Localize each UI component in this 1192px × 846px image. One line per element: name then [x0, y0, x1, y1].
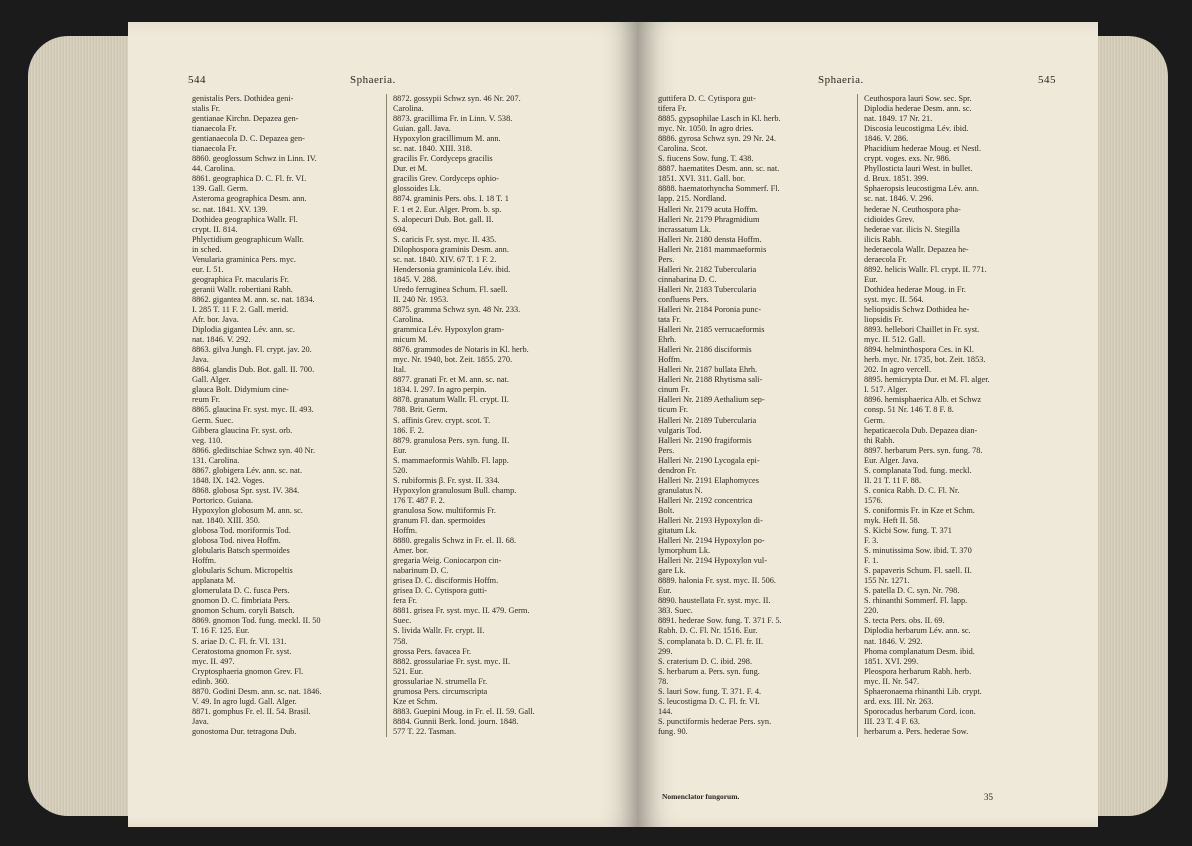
text-line: 8877. granati Fr. et M. ann. sc. nat.	[393, 375, 509, 385]
text-line: Halleri Nr. 2185 verrucaeformis	[658, 325, 765, 335]
text-line: guttifera D. C. Cytispora gut-	[658, 94, 756, 103]
text-line: liopsidis Fr.	[864, 315, 904, 325]
text-line: 577 T. 22. Tasman.	[393, 726, 457, 736]
text-line: S. complanata b. D. C. Fl. fr. II.	[658, 636, 764, 646]
text-line: S. punctiformis hederae Pers. syn.	[658, 716, 772, 726]
footer-signature: Nomenclator fungorum.	[662, 792, 740, 801]
text-line: Halleri Nr. 2179 Phragmidium	[658, 214, 760, 224]
text-line: Hoffm.	[192, 556, 217, 566]
text-line: cinnabarina D. C.	[658, 274, 717, 284]
text-line: S. complanata Tod. fung. meckl.	[864, 465, 972, 475]
text-line: 299.	[658, 646, 673, 656]
text-line: myc. II. 497.	[192, 656, 235, 666]
text-line: tianaecola Fr.	[192, 124, 237, 134]
text-line: 8882. grossulariae Fr. syst. myc. II.	[393, 656, 511, 666]
text-line: 8865. glaucina Fr. syst. myc. II. 493.	[192, 405, 314, 415]
text-line: Dothidea hederae Moug. in Fr.	[864, 284, 966, 294]
text-line: S. herbarum a. Pers. syn. fung.	[658, 666, 760, 676]
text-line: veg. 110.	[192, 435, 223, 445]
text-line: geranii Wallr. robertiani Rabh.	[192, 284, 293, 294]
text-line: fung. 90.	[658, 726, 688, 736]
text-line: T. 16 F. 125. Eur.	[192, 626, 250, 636]
text-line: Java.	[192, 716, 209, 726]
text-line: S. conica Rabh. D. C. Fl. Nr.	[864, 485, 960, 495]
text-line: gnomon Schum. coryli Batsch.	[192, 606, 295, 616]
text-line: I. 285 T. 11 F. 2. Gall. merid.	[192, 304, 289, 314]
text-line: Dilophospora graminis Desm. ann.	[393, 244, 509, 254]
text-line: S. patella D. C. syn. Nr. 798.	[864, 586, 960, 596]
text-line: 8886. gyrosa Schwz syn. 29 Nr. 24.	[658, 134, 776, 144]
text-line: Halleri Nr. 2193 Hypoxylon di-	[658, 515, 763, 525]
text-line: Diplodia herbarum Lév. ann. sc.	[864, 626, 971, 636]
text-line: II. 240 Nr. 1953.	[393, 294, 449, 304]
text-line: 8887. haematites Desm. ann. sc. nat.	[658, 164, 780, 174]
text-line: glossoides Lk.	[393, 184, 441, 194]
text-line: Hypoxylon globosum M. ann. sc.	[192, 505, 303, 515]
text-line: hepaticaecola Dub. Depazea dian-	[864, 425, 978, 435]
text-line: Germ. Suec.	[192, 415, 234, 425]
text-line: Halleri Nr. 2188 Rhytisma sali-	[658, 375, 763, 385]
text-line: Phyllosticta lauri West. in bullet.	[864, 164, 973, 174]
text-line: 8894. helminthospora Ces. in Kl.	[864, 345, 974, 355]
text-line: lymorphum Lk.	[658, 546, 711, 556]
text-line: S. lauri Sow. fung. T. 371. F. 4.	[658, 686, 762, 696]
text-line: grisea D. C. Cytispora gutti-	[393, 586, 488, 596]
text-line: Carolina. Scot.	[658, 144, 708, 154]
text-line: Halleri Nr. 2180 densta Hoffm.	[658, 234, 762, 244]
text-line: 8861. geographica D. C. Fl. fr. VI.	[192, 174, 307, 184]
text-line: S. caricis Fr. syst. myc. II. 435.	[393, 234, 497, 244]
text-line: fera Fr.	[393, 596, 417, 606]
text-line: Cryptosphaeria gnomon Grev. Fl.	[192, 666, 304, 676]
text-line: 8881. grisea Fr. syst. myc. II. 479. Germ.	[393, 606, 530, 616]
text-line: grammica Lév. Hypoxylon gram-	[393, 325, 504, 335]
text-line: hederae N. Ceuthospora pha-	[864, 204, 961, 214]
text-line: 758.	[393, 636, 408, 646]
text-line: gregaria Weig. Coniocarpon cin-	[393, 556, 502, 566]
text-line: Hoffm.	[393, 526, 418, 536]
text-line: 44. Carolina.	[192, 164, 236, 174]
text-line: S. coniformis Fr. in Kze et Schm.	[864, 505, 975, 515]
text-line: myc. II. 512. Gall.	[864, 335, 926, 345]
text-line: Halleri Nr. 2187 bullata Ehrh.	[658, 365, 758, 375]
text-line: Halleri Nr. 2194 Hypoxylon vul-	[658, 556, 767, 566]
text-line: crypt. voges. exs. Nr. 986.	[864, 154, 951, 164]
text-line: heliopsidis Schwz Dothidea he-	[864, 304, 970, 314]
text-line: 521. Eur.	[393, 666, 424, 676]
text-line: nat. 1840. XIII. 350.	[192, 515, 260, 525]
left-page-number: 544	[188, 74, 206, 86]
text-line: 694.	[393, 224, 408, 234]
text-line: gonostoma Dur. tetragona Dub.	[192, 726, 297, 736]
text-line: granulatus N.	[658, 485, 703, 495]
text-line: geographica Fr. macularis Fr.	[192, 274, 290, 284]
text-line: Halleri Nr. 2189 Aethalium sep-	[658, 395, 765, 405]
text-line: in sched.	[192, 244, 222, 254]
text-line: Hypoxylon granulosum Bull. champ.	[393, 485, 517, 495]
text-line: nabarinum D. C.	[393, 566, 449, 576]
text-line: Uredo ferruginea Schum. Fl. saell.	[393, 284, 508, 294]
text-line: thi Rabh.	[864, 435, 895, 445]
right-page-number: 545	[1038, 74, 1056, 86]
text-line: sc. nat. 1846. V. 296.	[864, 194, 934, 204]
text-line: S. rhinanthi Sommerf. Fl. lapp.	[864, 596, 968, 606]
text-line: Kze et Schm.	[393, 696, 438, 706]
text-line: gnomon D. C. fimbriata Pers.	[192, 596, 290, 606]
text-line: S. craterium D. C. ibid. 298.	[658, 656, 753, 666]
text-line: Gibbera glaucina Fr. syst. orb.	[192, 425, 293, 435]
text-line: 8863. gilva Jungh. Fl. crypt. jav. 20.	[192, 345, 312, 355]
text-line: herb. myc. Nr. 1735, bot. Zeit. 1853.	[864, 355, 986, 365]
text-line: F. 1.	[864, 556, 879, 566]
text-line: Halleri Nr. 2190 Lycogala epi-	[658, 455, 760, 465]
text-line: 8870. Godini Desm. ann. sc. nat. 1846.	[192, 686, 322, 696]
text-line: 8875. gramma Schwz syn. 48 Nr. 233.	[393, 304, 521, 314]
text-line: 8890. haustellata Fr. syst. myc. II.	[658, 596, 771, 606]
text-line: cinum Fr.	[658, 385, 690, 395]
text-line: globosa Tod. nivea Hoffm.	[192, 536, 281, 546]
text-line: lapp. 215. Nordland.	[658, 194, 727, 204]
text-line: Amer. bor.	[393, 546, 429, 556]
text-line: myk. Heft II. 58.	[864, 515, 920, 525]
text-line: Suec.	[393, 616, 412, 626]
text-line: Gall. Alger.	[192, 375, 231, 385]
text-line: Sphaeronaema rhinanthi Lib. crypt.	[864, 686, 982, 696]
open-book	[28, 22, 1168, 827]
text-line: 1576.	[864, 495, 883, 505]
text-line: Afr. bor. Java.	[192, 315, 239, 325]
text-line: S. affinis Grev. crypt. scot. T.	[393, 415, 491, 425]
text-line: Pleospora herbarum Rabh. herb.	[864, 666, 972, 676]
text-line: I. 517. Alger.	[864, 385, 908, 395]
text-line: gitatum Lk.	[658, 526, 697, 536]
text-line: gracilis Grev. Cordyceps ophio-	[393, 174, 499, 184]
text-line: nat. 1846. V. 292.	[864, 636, 923, 646]
text-line: Ital.	[393, 365, 407, 375]
text-line: S. Kicbi Sow. fung. T. 371	[864, 526, 952, 536]
text-line: 220.	[864, 606, 879, 616]
text-line: 8897. herbarum Pers. syn. fung. 78.	[864, 445, 983, 455]
text-line: 186. F. 2.	[393, 425, 424, 435]
text-line: globularis Batsch spermoides	[192, 546, 290, 556]
text-line: 8892. helicis Wallr. Fl. crypt. II. 771.	[864, 264, 987, 274]
text-line: micum M.	[393, 335, 428, 345]
right-page	[638, 22, 1098, 827]
text-line: Pers.	[658, 254, 675, 264]
text-line: 8889. halonia Fr. syst. myc. II. 506.	[658, 576, 776, 586]
text-line: S. leucostigma D. C. Fl. fr. VI.	[658, 696, 760, 706]
text-line: S. mammaeformis Wahlb. Fl. lapp.	[393, 455, 509, 465]
text-line: grossa Pers. favacea Fr.	[393, 646, 472, 656]
text-line: glauca Bolt. Didymium cine-	[192, 385, 289, 395]
text-line: granulosa Sow. multiformis Fr.	[393, 505, 496, 515]
text-line: Halleri Nr. 2183 Tubercularia	[658, 284, 757, 294]
text-line: incrassatum Lk.	[658, 224, 711, 234]
text-line: Discosia leucostigma Lév. ibid.	[864, 124, 969, 134]
text-line: Halleri Nr. 2181 mammaeformis	[658, 244, 767, 254]
text-line: crypt. II. 814.	[192, 224, 238, 234]
text-line: ilicis Rabh.	[864, 234, 902, 244]
text-line: globosa Tod. moriformis Tod.	[192, 526, 291, 536]
text-line: sc. nat. 1841. XV. 139.	[192, 204, 268, 214]
text-line: 8893. hellebori Chaillet in Fr. syst.	[864, 325, 980, 335]
text-line: Ehrh.	[658, 335, 677, 345]
text-line: Diplodia gigantea Lév. ann. sc.	[192, 325, 295, 335]
text-line: nat. 1849. 17 Nr. 21.	[864, 114, 933, 124]
text-line: 202. In agro vercell.	[864, 365, 932, 375]
text-line: deraecola Fr.	[864, 254, 907, 264]
right-page-edges	[1096, 36, 1168, 816]
left-columns	[186, 94, 586, 737]
text-line: 788. Brit. Germ.	[393, 405, 448, 415]
text-line: S. livida Wallr. Fr. crypt. II.	[393, 626, 485, 636]
text-line: S. papaveris Schum. Fl. saell. II.	[864, 566, 972, 576]
right-column-1	[652, 94, 857, 737]
left-column-2	[386, 94, 586, 737]
text-line: 8895. hemicrypta Dur. et M. Fl. alger.	[864, 375, 990, 385]
text-line: 8873. gracillima Fr. in Linn. V. 538.	[393, 114, 513, 124]
text-line: Halleri Nr. 2184 Poronia punc-	[658, 304, 761, 314]
text-line: myc. Nr. 1940, bot. Zeit. 1855. 270.	[393, 355, 513, 365]
text-line: 8864. glandis Dub. Bot. gall. II. 700.	[192, 365, 315, 375]
text-line: S. rubiformis β. Fr. syst. II. 334.	[393, 475, 500, 485]
text-line: 1845. V. 288.	[393, 274, 438, 284]
text-line: genistalis Pers. Dothidea geni-	[192, 94, 294, 103]
text-line: grumosa Pers. circumscripta	[393, 686, 488, 696]
text-line: 1851. XVI. 311. Gall. bor.	[658, 174, 746, 184]
text-line: Phoma complanatum Desm. ibid.	[864, 646, 975, 656]
text-line: 8862. gigantea M. ann. sc. nat. 1834.	[192, 294, 315, 304]
right-columns	[652, 94, 1062, 737]
text-line: ticum Fr.	[658, 405, 688, 415]
left-page-edges	[28, 36, 140, 816]
text-line: 8867. globigera Lév. ann. sc. nat.	[192, 465, 303, 475]
text-line: hederae var. ilicis N. Stegilla	[864, 224, 960, 234]
text-line: confluens Pers.	[658, 294, 709, 304]
text-line: 8868. globosa Spr. syst. IV. 384.	[192, 485, 300, 495]
text-line: grossulariae N. strumella Fr.	[393, 676, 488, 686]
text-line: globularis Schum. Micropeltis	[192, 566, 293, 576]
text-line: 139. Gall. Germ.	[192, 184, 248, 194]
text-line: 1851. XVI. 299.	[864, 656, 919, 666]
text-line: 520.	[393, 465, 408, 475]
text-line: gentianaecola D. C. Depazea gen-	[192, 134, 305, 144]
text-line: F. 3.	[864, 536, 879, 546]
text-line: Pers.	[658, 445, 675, 455]
text-line: 176 T. 487 F. 2.	[393, 495, 445, 505]
left-running-title: Sphaeria.	[350, 74, 396, 86]
text-line: cidioides Grev.	[864, 214, 915, 224]
text-line: sc. nat. 1840. XIII. 318.	[393, 144, 473, 154]
text-line: nat. 1846. V. 292.	[192, 335, 251, 345]
text-line: gracilis Fr. Cordyceps gracilis	[393, 154, 493, 164]
text-line: myc. II. Nr. 547.	[864, 676, 920, 686]
text-line: S. fiucens Sow. fung. T. 438.	[658, 154, 754, 164]
text-line: Diplodia hederae Desm. ann. sc.	[864, 104, 972, 114]
text-line: Phacidium hederae Moug. et Nestl.	[864, 144, 982, 154]
text-line: Dur. et M.	[393, 164, 428, 174]
text-line: Halleri Nr. 2179 acuta Hoffm.	[658, 204, 758, 214]
text-line: Hendersonia graminicola Lév. ibid.	[393, 264, 511, 274]
text-line: Venularia graminica Pers. myc.	[192, 254, 296, 264]
text-line: consp. 51 Nr. 146 T. 8 F. 8.	[864, 405, 954, 415]
text-line: Guian. gall. Java.	[393, 124, 451, 134]
text-line: tianaecola Fr.	[192, 144, 237, 154]
text-line: syst. myc. II. 564.	[864, 294, 924, 304]
text-line: eur. I. 51.	[192, 264, 224, 274]
text-line: 8871. gomphus Fr. el. II. 54. Brasil.	[192, 706, 311, 716]
text-line: herbarum a. Pers. hederae Sow.	[864, 726, 969, 736]
text-line: 8896. hemisphaerica Alb. et Schwz	[864, 395, 982, 405]
text-line: gare Lk.	[658, 566, 686, 576]
text-line: 144.	[658, 706, 673, 716]
text-line: Phlyctidium geographicum Wallr.	[192, 234, 304, 244]
left-column-1	[186, 94, 386, 737]
text-line: Java.	[192, 355, 209, 365]
text-line: Portorico. Guiana.	[192, 495, 254, 505]
text-line: sc. nat. 1840. XIV. 67 T. 1 F. 2.	[393, 254, 497, 264]
text-line: Eur.	[658, 586, 672, 596]
text-line: reum Fr.	[192, 395, 221, 405]
text-line: Sporocadus herbarum Cord. icon.	[864, 706, 976, 716]
text-line: Ceratostoma gnomon Fr. syst.	[192, 646, 292, 656]
right-column-2	[857, 94, 1062, 737]
text-line: Germ.	[864, 415, 885, 425]
text-line: ard. exs. III. Nr. 263.	[864, 696, 934, 706]
text-line: 8891. hederae Sow. fung. T. 371 F. 5.	[658, 616, 782, 626]
text-line: edinb. 360.	[192, 676, 230, 686]
text-line: gentianae Kirchn. Depazea gen-	[192, 114, 299, 124]
text-line: Carolina.	[393, 104, 424, 114]
text-line: Rabh. D. C. Fl. Nr. 1516. Eur.	[658, 626, 758, 636]
text-line: S. tecta Pers. obs. II. 69.	[864, 616, 945, 626]
right-running-title: Sphaeria.	[818, 74, 864, 86]
text-line: 1834. I. 297. In agro perpin.	[393, 385, 487, 395]
text-line: hederaecola Wallr. Depazea he-	[864, 244, 969, 254]
text-line: Eur. Alger. Java.	[864, 455, 919, 465]
text-line: 8884. Gunnii Berk. lond. journ. 1848.	[393, 716, 519, 726]
text-line: 8888. haematorhyncha Sommerf. Fl.	[658, 184, 780, 194]
text-line: Halleri Nr. 2186 disciformis	[658, 345, 752, 355]
text-line: 8869. gnomon Tod. fung. meckl. II. 50	[192, 616, 321, 626]
text-line: applanata M.	[192, 576, 236, 586]
text-line: 8878. granatum Wallr. Fl. crypt. II.	[393, 395, 509, 405]
text-line: S. minutissima Sow. ibid. T. 370	[864, 546, 972, 556]
text-line: Halleri Nr. 2189 Tubercularia	[658, 415, 757, 425]
footer-sheet-number: 35	[984, 792, 993, 802]
text-line: 8872. gossypii Schwz syn. 46 Nr. 207.	[393, 94, 521, 103]
text-line: Eur.	[864, 274, 878, 284]
text-line: 1848. IX. 142. Voges.	[192, 475, 265, 485]
text-line: Ceuthospora lauri Sow. sec. Spr.	[864, 94, 972, 103]
text-line: Asteroma geographica Desm. ann.	[192, 194, 307, 204]
text-line: stalis Fr.	[192, 104, 221, 114]
text-line: granum Fl. dan. spermoides	[393, 515, 486, 525]
text-line: 8879. granulosa Pers. syn. fung. II.	[393, 435, 510, 445]
text-line: tifera Fr.	[658, 104, 687, 114]
text-line: 8885. gypsophilae Lasch in Kl. herb.	[658, 114, 781, 124]
text-line: Halleri Nr. 2190 fragiformis	[658, 435, 752, 445]
text-line: 78.	[658, 676, 669, 686]
text-line: F. 1 et 2. Eur. Alger. Prom. b. sp.	[393, 204, 502, 214]
text-line: Halleri Nr. 2192 concentrica	[658, 495, 753, 505]
text-line: Halleri Nr. 2182 Tubercularia	[658, 264, 757, 274]
text-line: 155 Nr. 1271.	[864, 576, 910, 586]
text-line: Halleri Nr. 2194 Hypoxylon po-	[658, 536, 765, 546]
text-line: II. 21 T. 11 F. 88.	[864, 475, 922, 485]
text-line: myc. Nr. 1050. In agro dries.	[658, 124, 754, 134]
text-line: 8874. graminis Pers. obs. I. 18 T. 1	[393, 194, 509, 204]
text-line: glomerulata D. C. fusca Pers.	[192, 586, 290, 596]
text-line: 131. Carolina.	[192, 455, 240, 465]
text-line: Hoffm.	[658, 355, 683, 365]
text-line: 8866. gleditschiae Schwz syn. 40 Nr.	[192, 445, 316, 455]
text-line: Hypoxylon gracillimum M. ann.	[393, 134, 501, 144]
text-line: d. Brux. 1851. 399.	[864, 174, 929, 184]
text-line: vulgaris Tod.	[658, 425, 702, 435]
text-line: 8883. Guepini Moug. in Fr. el. II. 59. Gall.	[393, 706, 535, 716]
text-line: grisea D. C. disciformis Hoffm.	[393, 576, 499, 586]
text-line: 8876. grammodes de Notaris in Kl. herb.	[393, 345, 529, 355]
text-line: Dothidea geographica Wallr. Fl.	[192, 214, 298, 224]
text-line: 1846. V. 286.	[864, 134, 909, 144]
text-line: Halleri Nr. 2191 Elaphomyces	[658, 475, 759, 485]
text-line: Eur.	[393, 445, 407, 455]
text-line: 8880. gregalis Schwz in Fr. el. II. 68.	[393, 536, 517, 546]
text-line: dendron Fr.	[658, 465, 697, 475]
text-line: S. ariae D. C. Fl. fr. VI. 131.	[192, 636, 287, 646]
text-line: Carolina.	[393, 315, 424, 325]
text-line: Sphaeropsis leucostigma Lév. ann.	[864, 184, 979, 194]
text-line: 8860. geoglossum Schwz in Linn. IV.	[192, 154, 317, 164]
text-line: III. 23 T. 4 F. 63.	[864, 716, 920, 726]
text-line: 383. Suec.	[658, 606, 693, 616]
text-line: S. alopecuri Dub. Bot. gall. II.	[393, 214, 494, 224]
text-line: tata Fr.	[658, 315, 682, 325]
text-line: V. 49. In agro lugd. Gall. Alger.	[192, 696, 297, 706]
left-page	[128, 22, 638, 827]
text-line: Bolt.	[658, 505, 675, 515]
